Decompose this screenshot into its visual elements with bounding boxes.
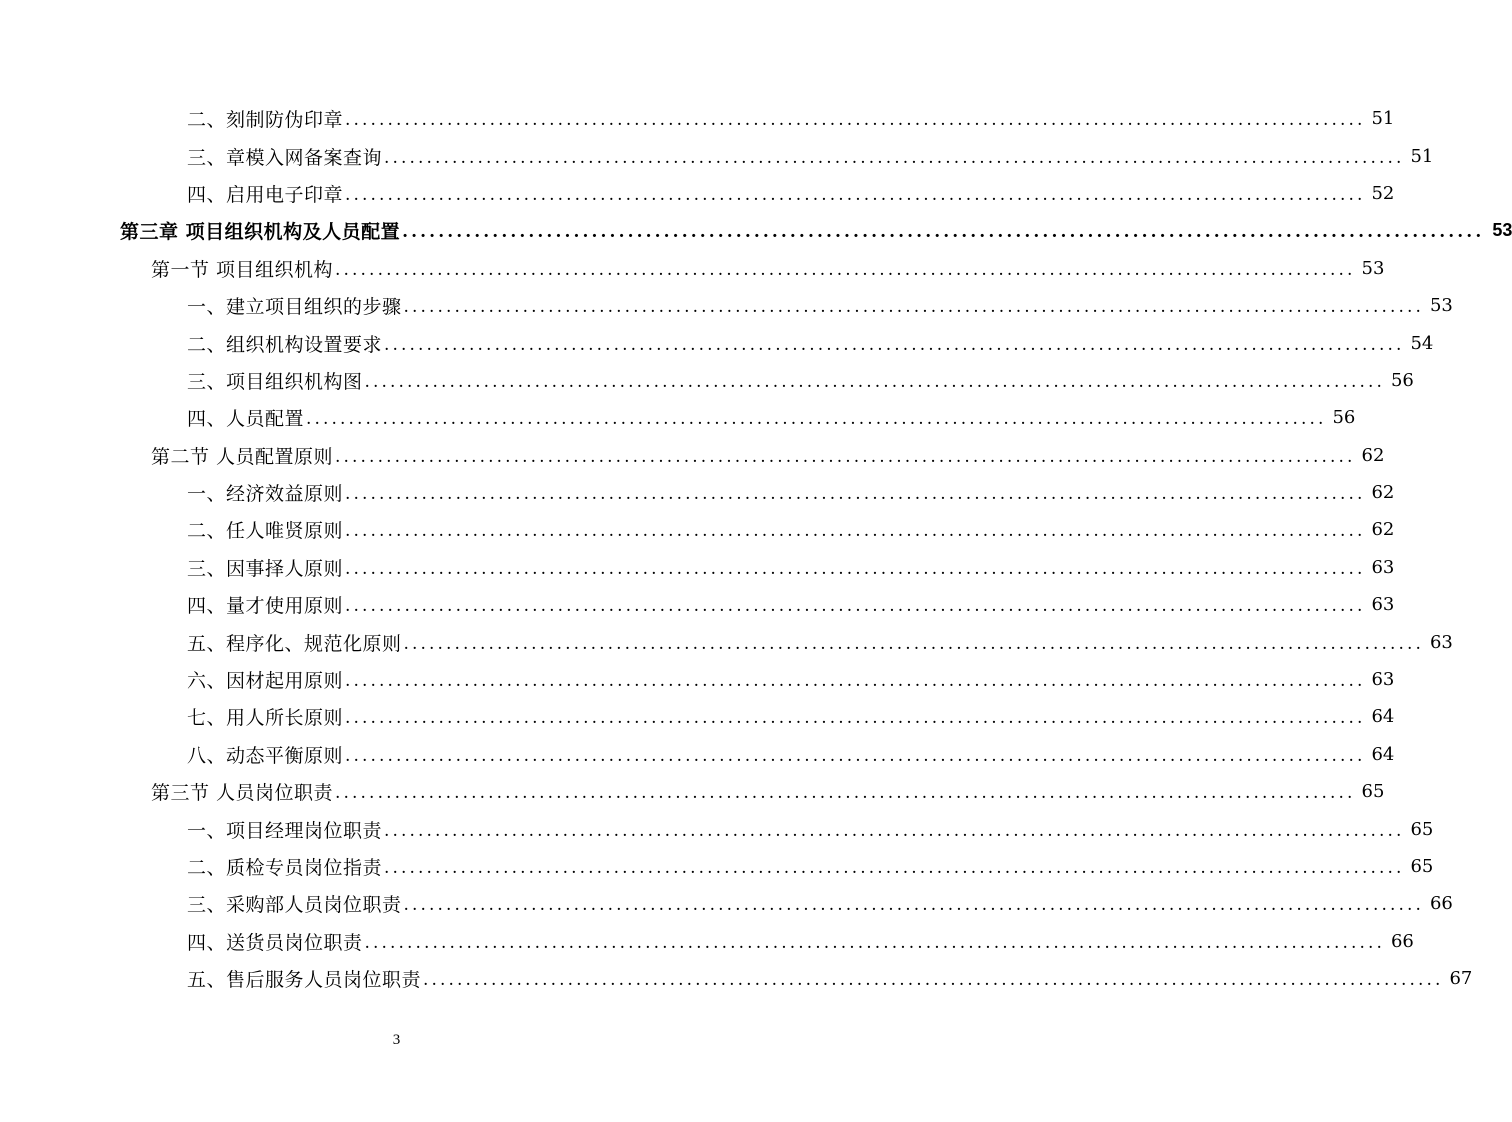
toc-entry-title: 二、组织机构设置要求 <box>187 333 383 356</box>
toc-dot-leader: ........................................................................................................................ <box>345 521 1366 542</box>
toc-entry-title: 三、采购部人员岗位职责 <box>187 894 402 917</box>
toc-entry-page-number: 64 <box>1371 743 1395 765</box>
toc-entry[interactable] <box>0 175 1395 212</box>
toc-entry-title: 二、质检专员岗位指责 <box>187 857 383 879</box>
toc-entry-title: 第二节 人员配置原则 <box>151 445 334 468</box>
toc-entry-title: 八、动态平衡原则 <box>187 744 344 767</box>
toc-entry-page-number: 66 <box>1390 930 1414 952</box>
toc-entry-page-number: 51 <box>1410 145 1434 167</box>
toc-entry-title: 七、用人所长原则 <box>187 707 344 730</box>
toc-entry-page-number: 53 <box>1429 295 1453 317</box>
toc-entry[interactable] <box>0 399 1356 436</box>
toc-dot-leader: ........................................................................................................................ <box>403 297 1424 318</box>
toc-dot-leader: ........................................................................................................................ <box>403 895 1424 916</box>
toc-entry[interactable] <box>0 810 1434 847</box>
toc-entry-page-number: 51 <box>1371 108 1395 130</box>
toc-entry-page-number: 56 <box>1390 369 1414 391</box>
toc-entry[interactable] <box>0 324 1434 361</box>
toc-dot-leader: ........................................................................................................................ <box>345 671 1366 692</box>
toc-entry-title: 四、人员配置 <box>187 408 305 431</box>
toc-entry[interactable] <box>0 287 1453 324</box>
toc-dot-leader: ........................................................................................................................ <box>345 110 1366 131</box>
toc-dot-leader: ........................................................................................................................ <box>384 334 1405 355</box>
toc-entry-title: 六、因材起用原则 <box>187 670 344 693</box>
page-number: 3 <box>392 1032 401 1048</box>
toc-entry[interactable] <box>0 960 1473 997</box>
toc-entry-title: 一、项目经理岗位职责 <box>187 819 383 842</box>
toc-dot-leader: ........................................................................................................................ <box>345 558 1366 579</box>
toc-entry[interactable] <box>0 437 1385 474</box>
toc-entry-page-number: 64 <box>1371 706 1395 728</box>
toc-entry-title: 第三节 人员岗位职责 <box>151 782 334 805</box>
toc-entry-title: 五、程序化、规范化原则 <box>187 632 402 655</box>
toc-dot-leader: ........................................................................................................................ <box>384 858 1405 878</box>
toc-entry-title: 一、经济效益原则 <box>187 483 344 506</box>
toc-dot-leader: ........................................................................................................................ <box>403 633 1424 654</box>
toc-entry-title: 四、送货员岗位职责 <box>187 931 363 954</box>
toc-entry-page-number: 52 <box>1371 182 1395 204</box>
toc-entry-page-number: 62 <box>1371 519 1395 541</box>
toc-entry[interactable] <box>0 661 1395 698</box>
toc-entry-page-number: 66 <box>1429 893 1453 915</box>
toc-entry-page-number: 65 <box>1410 856 1434 877</box>
toc-entry-title: 第一节 项目组织机构 <box>151 258 334 281</box>
toc-entry[interactable] <box>0 885 1453 922</box>
toc-entry[interactable] <box>0 100 1395 137</box>
toc-entry-page-number: 53 <box>1361 257 1385 279</box>
toc-entry[interactable] <box>0 586 1395 623</box>
toc-entry[interactable] <box>0 698 1395 735</box>
toc-entry[interactable] <box>0 923 1414 960</box>
toc-entry-page-number: 63 <box>1371 556 1395 578</box>
toc-entry-page-number: 53 <box>1492 220 1512 241</box>
toc-entry-title: 四、量才使用原则 <box>187 595 344 618</box>
toc-entry-title: 五、售后服务人员岗位职责 <box>187 969 422 992</box>
toc-entry-page-number: 65 <box>1410 818 1434 840</box>
toc-entry-title: 一、建立项目组织的步骤 <box>187 296 402 319</box>
toc-entry[interactable] <box>0 773 1385 810</box>
toc-entry[interactable] <box>0 736 1395 773</box>
toc-dot-leader: ........................................................................................................................ <box>335 783 1356 804</box>
toc-dot-leader: ........................................................................................................................ <box>345 708 1366 729</box>
toc-dot-leader: ........................................................................................................................ <box>306 409 1327 430</box>
toc-entry-page-number: 56 <box>1332 407 1356 429</box>
toc-dot-leader: ........................................................................................................................ <box>384 147 1405 168</box>
toc-entry-title: 三、因事择人原则 <box>187 557 344 580</box>
toc-dot-leader: ........................................................................................................................ <box>335 446 1356 467</box>
toc-entry-title: 三、项目组织机构图 <box>187 370 363 393</box>
toc-entry-title: 三、章模入网备案查询 <box>187 146 383 169</box>
toc-dot-leader: ........................................................................................................................ <box>364 932 1385 953</box>
toc-dot-leader: ........................................................................................................................ <box>402 222 1485 243</box>
toc-dot-leader: ........................................................................................................................ <box>345 184 1366 205</box>
toc-dot-leader: ........................................................................................................................ <box>345 745 1366 766</box>
toc-dot-leader: ........................................................................................................................ <box>423 970 1444 991</box>
toc-entry-title: 二、任人唯贤原则 <box>187 520 344 543</box>
toc-entry-title: 第三章 项目组织机构及人员配置 <box>120 221 401 244</box>
toc-entry[interactable] <box>0 623 1453 660</box>
toc-entry-page-number: 54 <box>1410 332 1434 354</box>
toc-dot-leader: ........................................................................................................................ <box>384 820 1405 841</box>
toc-entry[interactable] <box>0 848 1434 885</box>
toc-entry[interactable] <box>0 137 1434 174</box>
toc-entry-title: 二、刻制防伪印章 <box>187 109 344 132</box>
toc-entry-page-number: 63 <box>1371 669 1395 691</box>
toc-entry-page-number: 67 <box>1449 968 1473 990</box>
toc-entry[interactable] <box>0 474 1395 511</box>
toc-entry[interactable] <box>0 212 1512 249</box>
toc-entry-page-number: 62 <box>1371 482 1395 504</box>
toc-entry-page-number: 63 <box>1371 594 1395 616</box>
table-of-contents <box>0 100 1512 997</box>
toc-dot-leader: ........................................................................................................................ <box>345 596 1366 617</box>
toc-entry[interactable] <box>0 511 1395 548</box>
toc-entry-page-number: 65 <box>1361 781 1385 803</box>
toc-entry[interactable] <box>0 549 1395 586</box>
toc-entry[interactable] <box>0 362 1414 399</box>
toc-entry[interactable] <box>0 250 1385 287</box>
toc-dot-leader: ........................................................................................................................ <box>364 371 1385 392</box>
toc-entry-title: 四、启用电子印章 <box>187 183 344 206</box>
toc-dot-leader: ........................................................................................................................ <box>335 259 1356 280</box>
toc-dot-leader: ........................................................................................................................ <box>345 484 1366 505</box>
toc-entry-page-number: 63 <box>1429 631 1453 653</box>
toc-entry-page-number: 62 <box>1361 444 1385 466</box>
